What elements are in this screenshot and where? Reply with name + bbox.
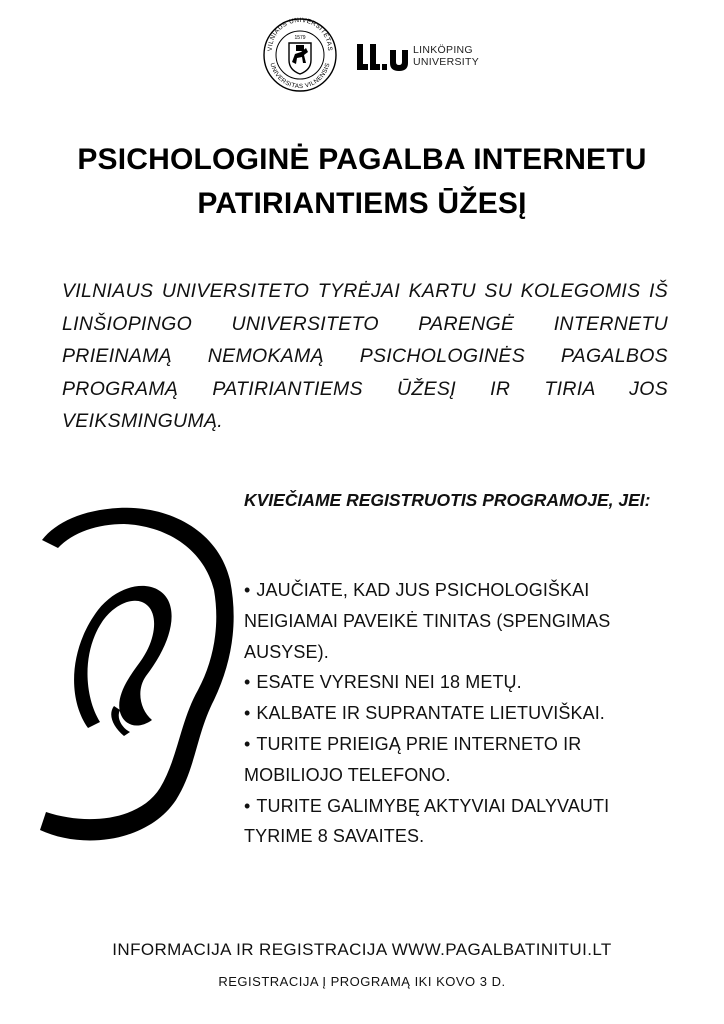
list-item-text: JAUČIATE, KAD JUS PSICHOLOGIŠKAI NEIGIAMAI PAVEIKĖ TINITAS (SPENGIMAS AUSYSE). <box>244 580 611 662</box>
list-item <box>244 791 674 853</box>
list-item-text: TURITE GALIMYBĘ AKTYVIAI DALYVAUTI TYRIME 8 SAVAITES. <box>244 795 610 847</box>
svg-text:UNIVERSITAS VILNENSIS <box>268 62 331 90</box>
list-item-text: KALBATE IR SUPRANTATE LIETUVIŠKAI. <box>256 703 605 724</box>
seal-text-bottom: UNIVERSITAS VILNENSIS <box>268 62 332 91</box>
list-item <box>244 729 674 791</box>
page-title-line1: PSICHOLOGINĖ PAGALBA INTERNETU <box>77 143 647 176</box>
registration-deadline: REGISTRACIJA Į PROGRAMĄ IKI KOVO 3 D. <box>218 974 506 989</box>
intro-paragraph: VILNIAUS UNIVERSITETO TYRĖJAI KARTU SU KOLEGOMIS IŠ LINŠIOPINGO UNIVERSITETO PARENGĖ INTERNETU PRIEINAMĄ NEMOKAMĄ PSICHOLOGINĖS PAGALBOS PROGRAMĄ PATIRIANTIEMS ŪŽESĮ IR TIRIA JOS VEIKSMINGUMĄ. <box>62 280 668 432</box>
eligibility-list <box>244 575 674 852</box>
list-item <box>244 698 674 729</box>
linkoping-university-logo <box>356 42 480 72</box>
list-item <box>244 667 674 698</box>
list-item-text: ESATE VYRESNI NEI 18 METŲ. <box>256 672 522 693</box>
ear-icon <box>28 500 238 850</box>
liu-name-line2: UNIVERSITY <box>413 56 480 68</box>
seal-text-top: VILNIAUS UNIVERSITETAS <box>266 16 334 52</box>
vilnius-university-seal <box>262 10 338 100</box>
bullet-glyph: • <box>244 672 251 693</box>
seal-year: 1579 <box>294 35 306 41</box>
list-item-text: TURITE PRIEIGĄ PRIE INTERNETO IR MOBILIOJO TELEFONO. <box>244 733 582 785</box>
liu-mark-icon <box>356 42 408 72</box>
bullet-glyph: • <box>244 580 251 600</box>
liu-name <box>413 44 479 68</box>
page-title <box>40 138 684 226</box>
bullet-glyph: • <box>244 703 251 724</box>
bullet-glyph: • <box>244 733 251 754</box>
liu-mark-text: li.u <box>382 62 384 63</box>
list-item <box>244 575 674 667</box>
bullet-glyph: • <box>244 795 251 816</box>
page-title-line2: PATIRIANTIEMS ŪŽESĮ <box>197 187 527 220</box>
liu-name-line1: LINKÖPING <box>413 44 473 56</box>
registration-info: INFORMACIJA IR REGISTRACIJA WWW.PAGALBATINITUI.LT <box>112 940 612 959</box>
logo-header <box>0 0 724 110</box>
invitation-heading: KVIEČIAME REGISTRUOTIS PROGRAMOJE, JEI: <box>244 490 651 510</box>
